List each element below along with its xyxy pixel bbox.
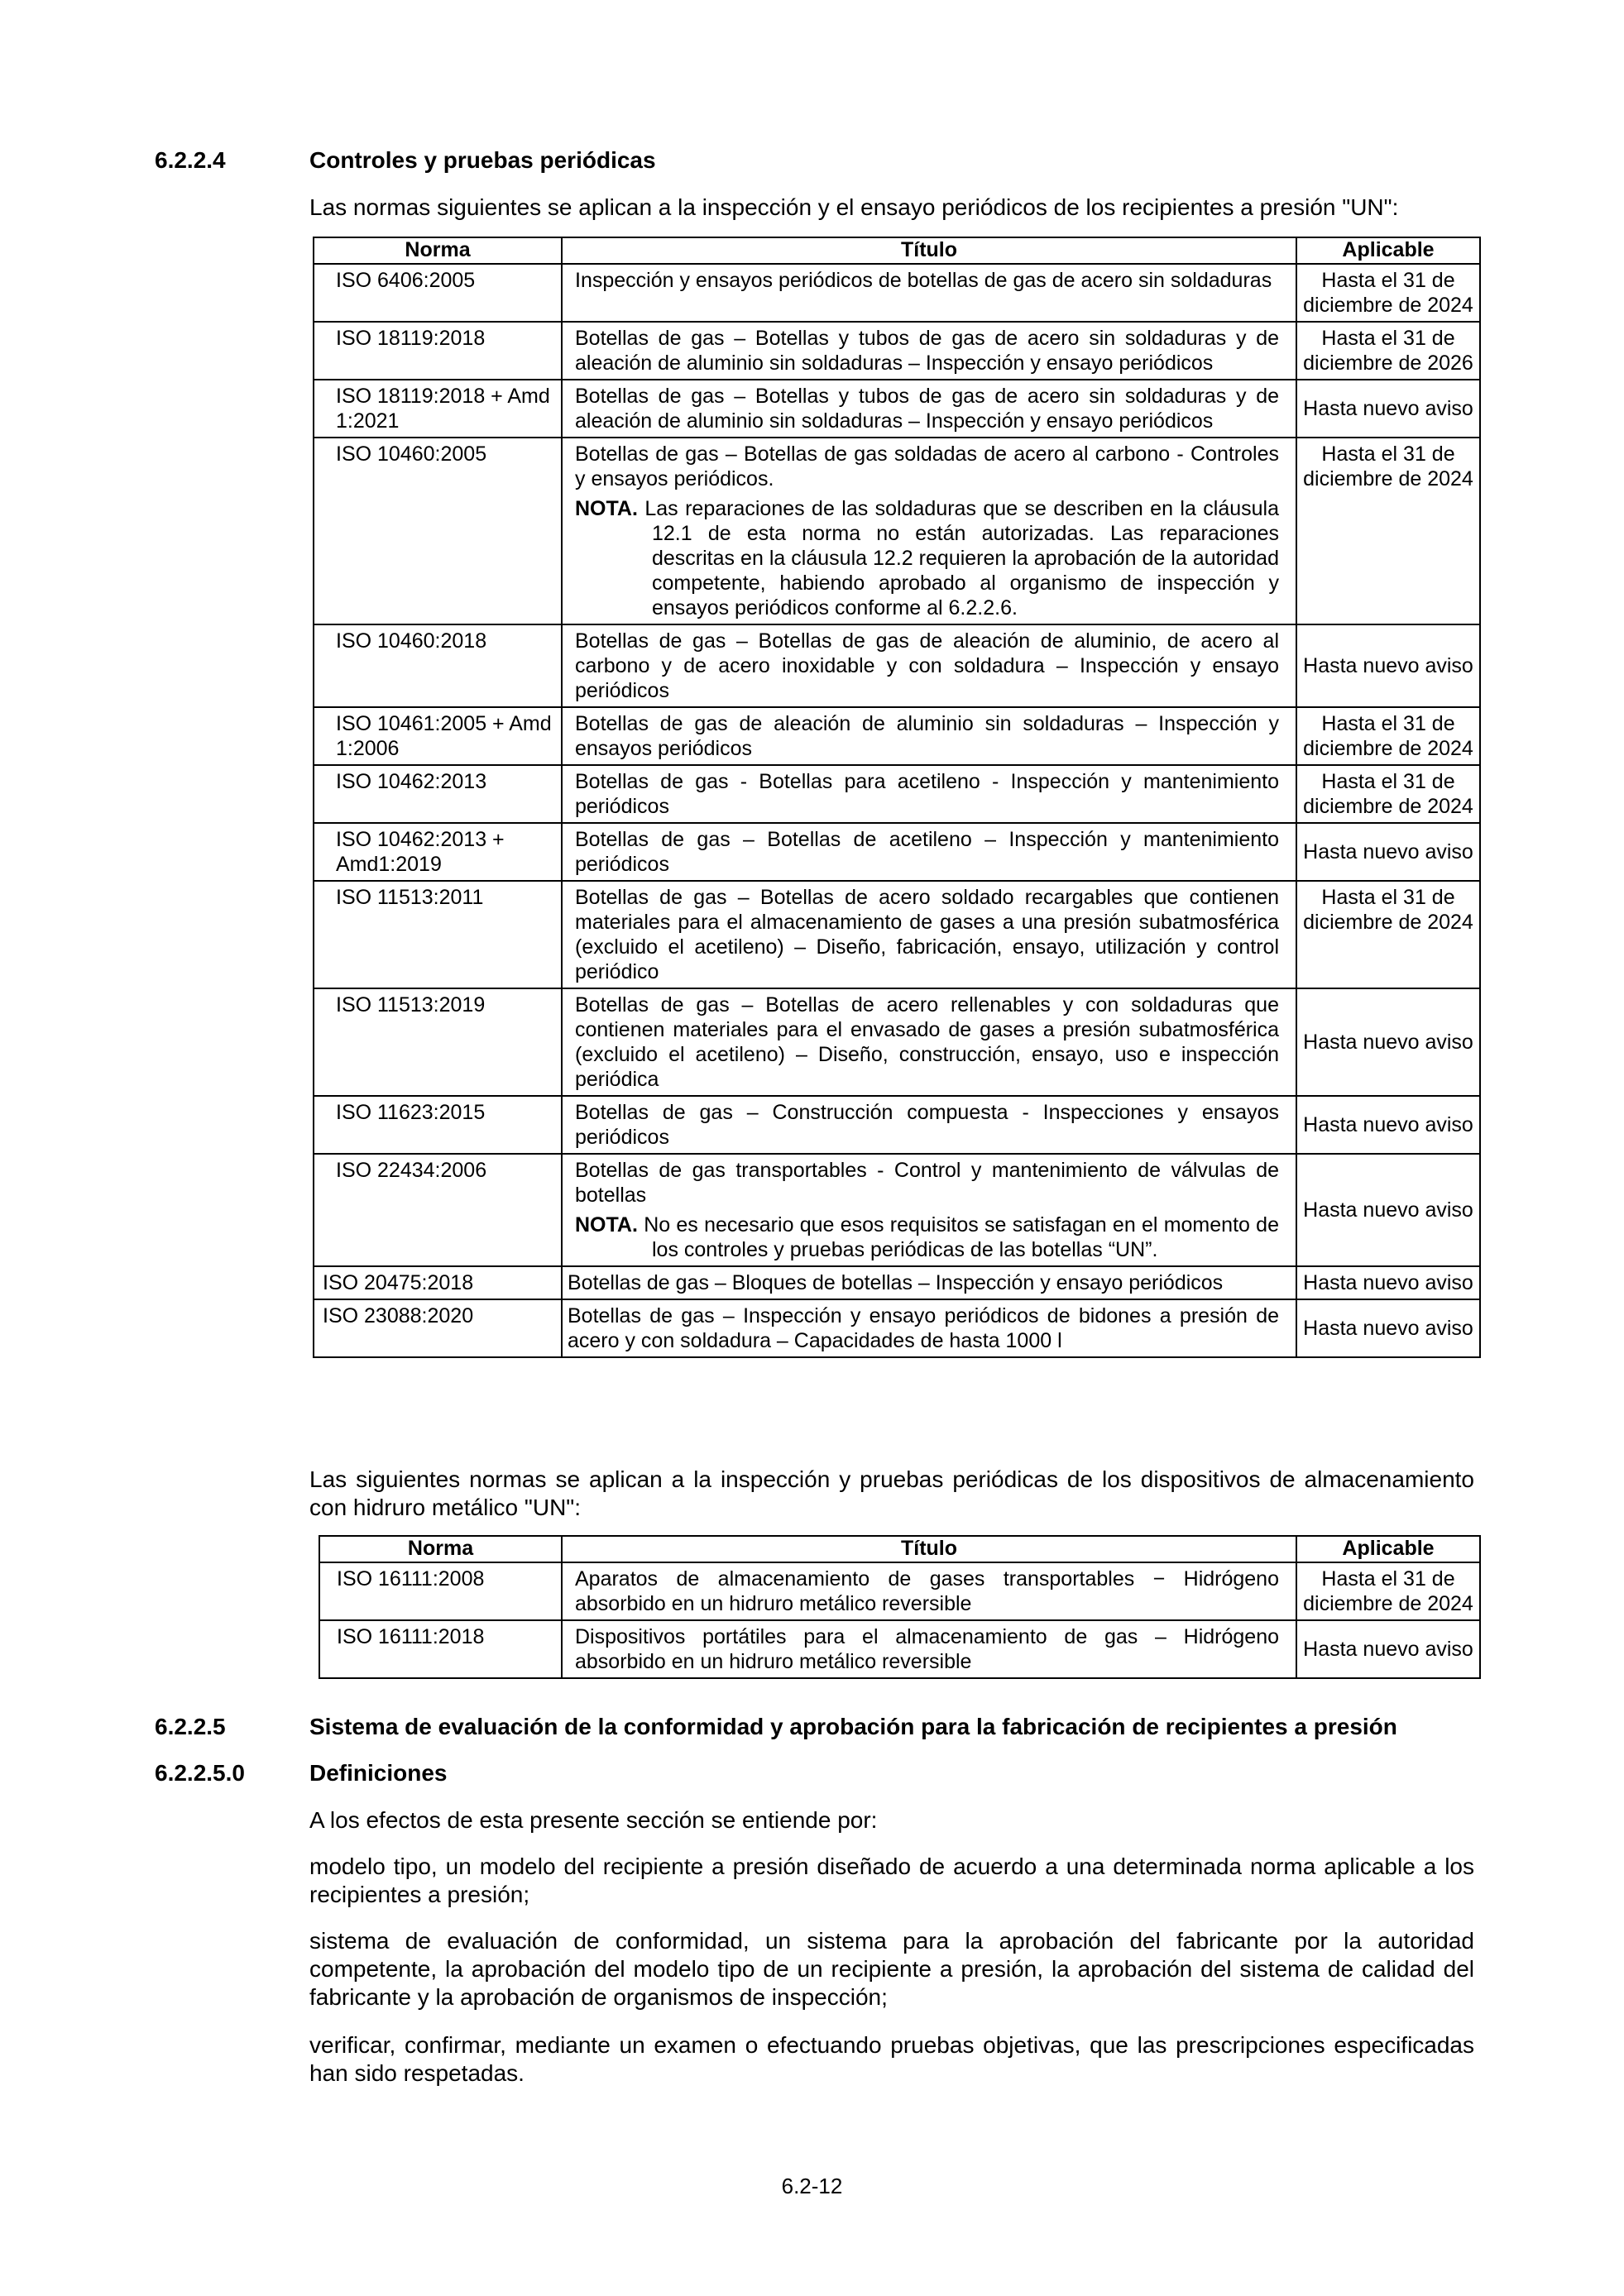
header-aplicable: Aplicable <box>1296 1536 1480 1562</box>
intro-paragraph-2: Las siguientes normas se aplican a la inspección y pruebas periódicas de los dispositivos de almacenamiento con hidruro metálico "UN": <box>309 1466 1474 1520</box>
table-row <box>314 1266 1480 1299</box>
cell-titulo: Aparatos de almacenamiento de gases transportables − Hidrógeno absorbido en un hidruro metálico reversible <box>562 1562 1296 1620</box>
cell-titulo <box>562 438 1296 624</box>
section-number: 6.2.2.5 <box>155 1714 226 1739</box>
table-row <box>314 1299 1480 1357</box>
cell-norma: ISO 10462:2013 <box>314 765 562 823</box>
cell-titulo: Botellas de gas - Botellas para acetileno - Inspección y mantenimiento periódicos <box>562 765 1296 823</box>
header-titulo: Título <box>562 237 1296 264</box>
cell-norma: ISO 11623:2015 <box>314 1096 562 1154</box>
cell-norma: ISO 10462:2013 + Amd1:2019 <box>314 823 562 881</box>
cell-norma: ISO 10460:2018 <box>314 624 562 707</box>
cell-titulo: Inspección y ensayos periódicos de botellas de gas de acero sin soldaduras <box>562 264 1296 322</box>
definition-sistema-evaluacion: sistema de evaluación de conformidad, un sistema para la aprobación del fabricante por la autoridad competente, la aprobación del modelo tipo de un recipiente a presión, la aprobación del sistema de calidad del fabricante y la aprobación de organismos de inspección; <box>309 1928 1474 2010</box>
cell-titulo: Botellas de gas de aleación de aluminio sin soldaduras – Inspección y ensayos periódicos <box>562 707 1296 765</box>
cell-norma: ISO 11513:2011 <box>314 881 562 988</box>
cell-titulo: Botellas de gas – Botellas de acetileno – Inspección y mantenimiento periódicos <box>562 823 1296 881</box>
table-row <box>314 765 1480 823</box>
cell-norma: ISO 20475:2018 <box>314 1266 562 1299</box>
cell-norma: ISO 18119:2018 <box>314 322 562 380</box>
cell-norma: ISO 16111:2008 <box>319 1562 562 1620</box>
section-number: 6.2.2.5.0 <box>155 1760 245 1786</box>
cell-titulo: Botellas de gas – Botellas de acero soldado recargables que contienen materiales para el almacenamiento de gases a una presión subatmosférica (excluido el acetileno) – Diseño, fabricación, ensayo, utilización y control periódico <box>562 881 1296 988</box>
note-label: NOTA. <box>575 497 638 520</box>
cell-norma: ISO 22434:2006 <box>314 1154 562 1266</box>
cell-aplicable: Hasta nuevo aviso <box>1296 1266 1480 1299</box>
cell-aplicable: Hasta nuevo aviso <box>1296 1299 1480 1357</box>
table-header-row <box>314 237 1480 264</box>
cell-aplicable: Hasta el 31 de diciembre de 2026 <box>1296 322 1480 380</box>
hydride-standards-table <box>319 1535 1481 1679</box>
cell-aplicable: Hasta nuevo aviso <box>1296 1154 1480 1266</box>
note-text: Las reparaciones de las soldaduras que se describen en la cláusula 12.1 de esta norma no están autorizadas. Las reparaciones descritas en la cláusula 12.2 requieren la aprobación de la autoridad competente, habiendo aprobado al organismo de inspección y ensayos periódicos conforme al 6.2.2.6. <box>644 497 1279 619</box>
definition-modelo-tipo: modelo tipo, un modelo del recipiente a presión diseñado de acuerdo a una determinada norma aplicable a los recipientes a presión; <box>309 1854 1474 1907</box>
cell-norma: ISO 10460:2005 <box>314 438 562 624</box>
section-title: Controles y pruebas periódicas <box>309 147 656 173</box>
cell-norma: ISO 11513:2019 <box>314 988 562 1096</box>
note <box>575 496 1279 620</box>
cell-titulo: Botellas de gas – Botellas y tubos de gas de acero sin soldaduras y de aleación de aluminio sin soldaduras – Inspección y ensayo periódicos <box>562 322 1296 380</box>
header-aplicable: Aplicable <box>1296 237 1480 264</box>
cell-aplicable: Hasta el 31 de diciembre de 2024 <box>1296 707 1480 765</box>
cell-titulo: Botellas de gas – Botellas de acero rellenables y con soldaduras que contienen materiales para el envasado de gases a presión subatmosférica (excluido el acetileno) – Diseño, construcción, ensayo, uso e inspección periódica <box>562 988 1296 1096</box>
section-title: Definiciones <box>309 1760 448 1786</box>
intro-paragraph: Las normas siguientes se aplican a la inspección y el ensayo periódicos de los recipientes a presión "UN": <box>309 194 1399 220</box>
cell-aplicable: Hasta nuevo aviso <box>1296 1620 1480 1678</box>
definitions-intro: A los efectos de esta presente sección se entiende por: <box>309 1807 878 1833</box>
cell-titulo: Botellas de gas – Construcción compuesta - Inspecciones y ensayos periódicos <box>562 1096 1296 1154</box>
header-norma: Norma <box>319 1536 562 1562</box>
note <box>575 1213 1279 1262</box>
note-text: No es necesario que esos requisitos se satisfagan en el momento de los controles y pruebas periódicas de las botellas “UN”. <box>644 1213 1279 1261</box>
header-titulo: Título <box>562 1536 1296 1562</box>
table-row <box>314 1154 1480 1266</box>
cell-aplicable: Hasta el 31 de diciembre de 2024 <box>1296 1562 1480 1620</box>
cell-norma: ISO 10461:2005 + Amd 1:2006 <box>314 707 562 765</box>
table-row <box>314 988 1480 1096</box>
page-number: 6.2-12 <box>781 2174 843 2198</box>
cell-aplicable: Hasta nuevo aviso <box>1296 823 1480 881</box>
cell-norma: ISO 23088:2020 <box>314 1299 562 1357</box>
table-row <box>314 264 1480 322</box>
cell-titulo: Dispositivos portátiles para el almacenamiento de gas – Hidrógeno absorbido en un hidruro metálico reversible <box>562 1620 1296 1678</box>
section-number: 6.2.2.4 <box>155 147 226 173</box>
cell-titulo: Botellas de gas – Botellas y tubos de gas de acero sin soldaduras y de aleación de aluminio sin soldaduras – Inspección y ensayo periódicos <box>562 380 1296 438</box>
table-row <box>319 1562 1480 1620</box>
cell-aplicable: Hasta nuevo aviso <box>1296 1096 1480 1154</box>
table-row <box>314 707 1480 765</box>
cell-norma: ISO 6406:2005 <box>314 264 562 322</box>
cell-titulo: Botellas de gas – Botellas de gas de aleación de aluminio, de acero al carbono y de acero inoxidable y con soldadura – Inspección y ensayo periódicos <box>562 624 1296 707</box>
cell-aplicable: Hasta el 31 de diciembre de 2024 <box>1296 264 1480 322</box>
cell-norma: ISO 18119:2018 + Amd 1:2021 <box>314 380 562 438</box>
cell-titulo: Botellas de gas – Bloques de botellas – Inspección y ensayo periódicos <box>562 1266 1296 1299</box>
cell-aplicable: Hasta nuevo aviso <box>1296 380 1480 438</box>
cell-norma: ISO 16111:2018 <box>319 1620 562 1678</box>
note-label: NOTA. <box>575 1213 638 1236</box>
table-row <box>314 380 1480 438</box>
definition-verificar: verificar, confirmar, mediante un examen o efectuando pruebas objetivas, que las prescripciones especificadas han sido respetadas. <box>309 2032 1474 2086</box>
table-row <box>314 823 1480 881</box>
cell-aplicable: Hasta nuevo aviso <box>1296 624 1480 707</box>
table-row <box>314 1096 1480 1154</box>
cell-aplicable: Hasta el 31 de diciembre de 2024 <box>1296 765 1480 823</box>
section-title: Sistema de evaluación de la conformidad y aprobación para la fabricación de recipientes a presión <box>309 1714 1397 1739</box>
cell-titulo: Botellas de gas – Inspección y ensayo periódicos de bidones a presión de acero y con soldadura – Capacidades de hasta 1000 l <box>562 1299 1296 1357</box>
cell-aplicable: Hasta el 31 de diciembre de 2024 <box>1296 438 1480 624</box>
cell-aplicable: Hasta el 31 de diciembre de 2024 <box>1296 881 1480 988</box>
cell-aplicable: Hasta nuevo aviso <box>1296 988 1480 1096</box>
standards-table <box>313 237 1481 1358</box>
cell-titulo-text: Botellas de gas – Botellas de gas soldadas de acero al carbono - Controles y ensayos periódicos. <box>575 442 1279 490</box>
cell-titulo-text: Botellas de gas transportables - Control y mantenimiento de válvulas de botellas <box>575 1159 1279 1207</box>
table-row <box>314 881 1480 988</box>
table-row <box>314 322 1480 380</box>
table-header-row <box>319 1536 1480 1562</box>
table-row <box>319 1620 1480 1678</box>
table-row <box>314 624 1480 707</box>
cell-titulo <box>562 1154 1296 1266</box>
header-norma: Norma <box>314 237 562 264</box>
table-row <box>314 438 1480 624</box>
